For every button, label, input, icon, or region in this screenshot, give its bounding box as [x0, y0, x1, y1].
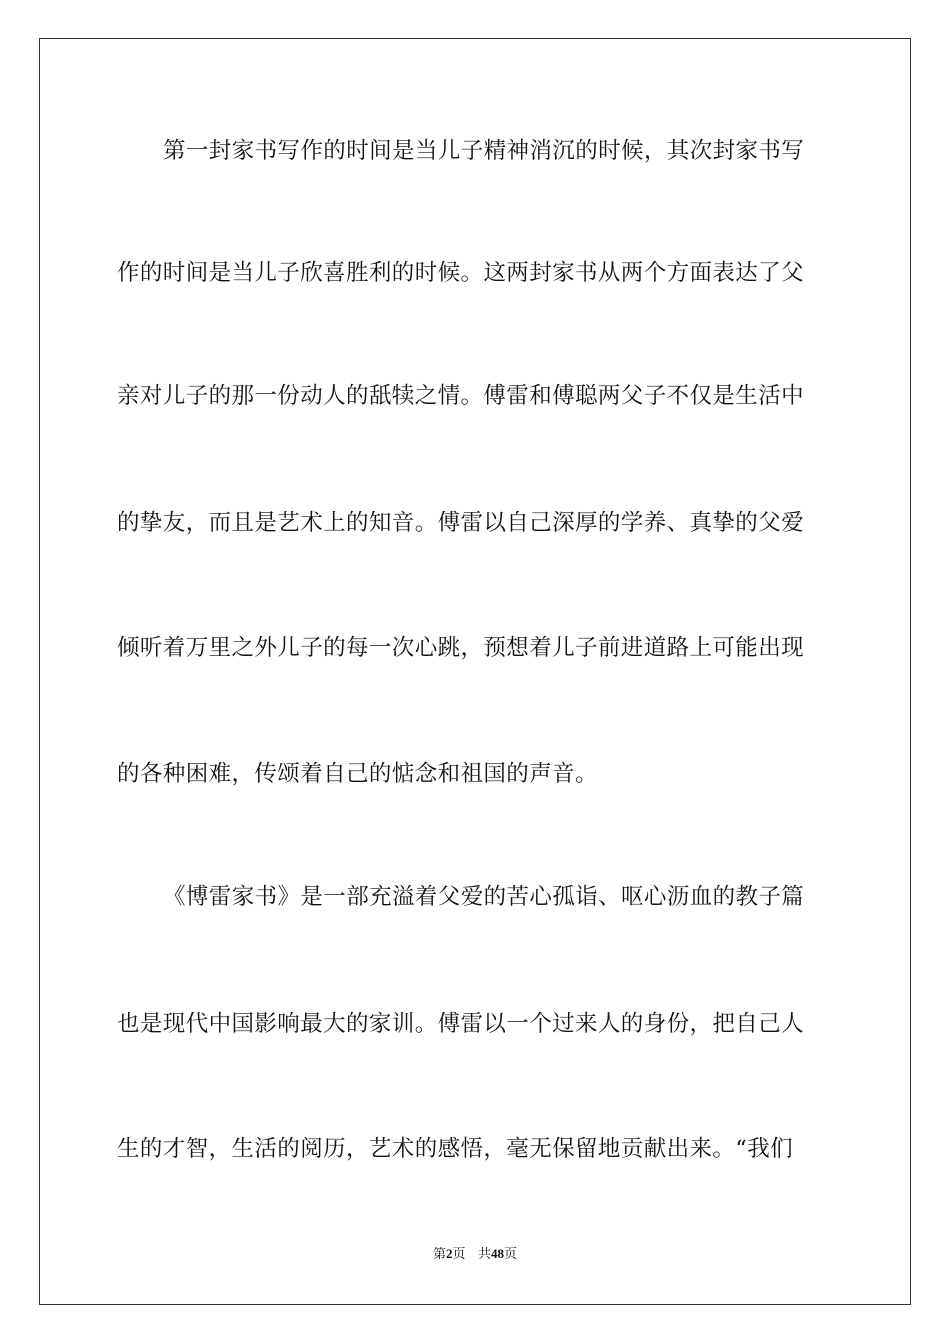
paragraph-1-line-3: 亲对儿子的那一份动人的舐犊之情。傅雷和傅聪两父子不仅是生活中 [117, 383, 805, 409]
paragraph-1-line-2: 作的时间是当儿子欣喜胜利的时候。这两封家书从两个方面表达了父 [117, 260, 805, 286]
paragraph-2-line-3: 生的才智，生活的阅历，艺术的感悟，毫无保留地贡献出来。“我们 [117, 1136, 794, 1162]
paragraph-1-line-5: 倾听着万里之外儿子的每一次心跳，预想着儿子前进道路上可能出现 [117, 635, 805, 661]
footer-total-pages: 48 [490, 1246, 504, 1261]
footer-total-suffix: 页 [503, 1247, 517, 1262]
paragraph-2-line-1: 《博雷家书》是一部充溢着父爱的苦心孤诣、呕心沥血的教子篇 [163, 884, 805, 910]
page-footer [0, 1245, 950, 1264]
footer-page-suffix: 页 [452, 1247, 466, 1262]
paragraph-1-line-6: 的各种困难，传颂着自己的惦念和祖国的声音。 [117, 761, 598, 787]
page-border [39, 38, 911, 1305]
paragraph-1-line-1: 第一封家书写作的时间是当儿子精神消沉的时候，其次封家书写 [163, 138, 805, 164]
paragraph-1-line-4: 的挚友，而且是艺术上的知音。傅雷以自己深厚的学养、真挚的父爱 [117, 510, 805, 536]
footer-page-prefix: 第 [433, 1247, 447, 1262]
footer-page-number: 2 [446, 1246, 453, 1261]
paragraph-2-line-2: 也是现代中国影响最大的家训。傅雷以一个过来人的身份，把自己人 [117, 1011, 805, 1037]
footer-total-prefix: 共 [477, 1247, 491, 1262]
